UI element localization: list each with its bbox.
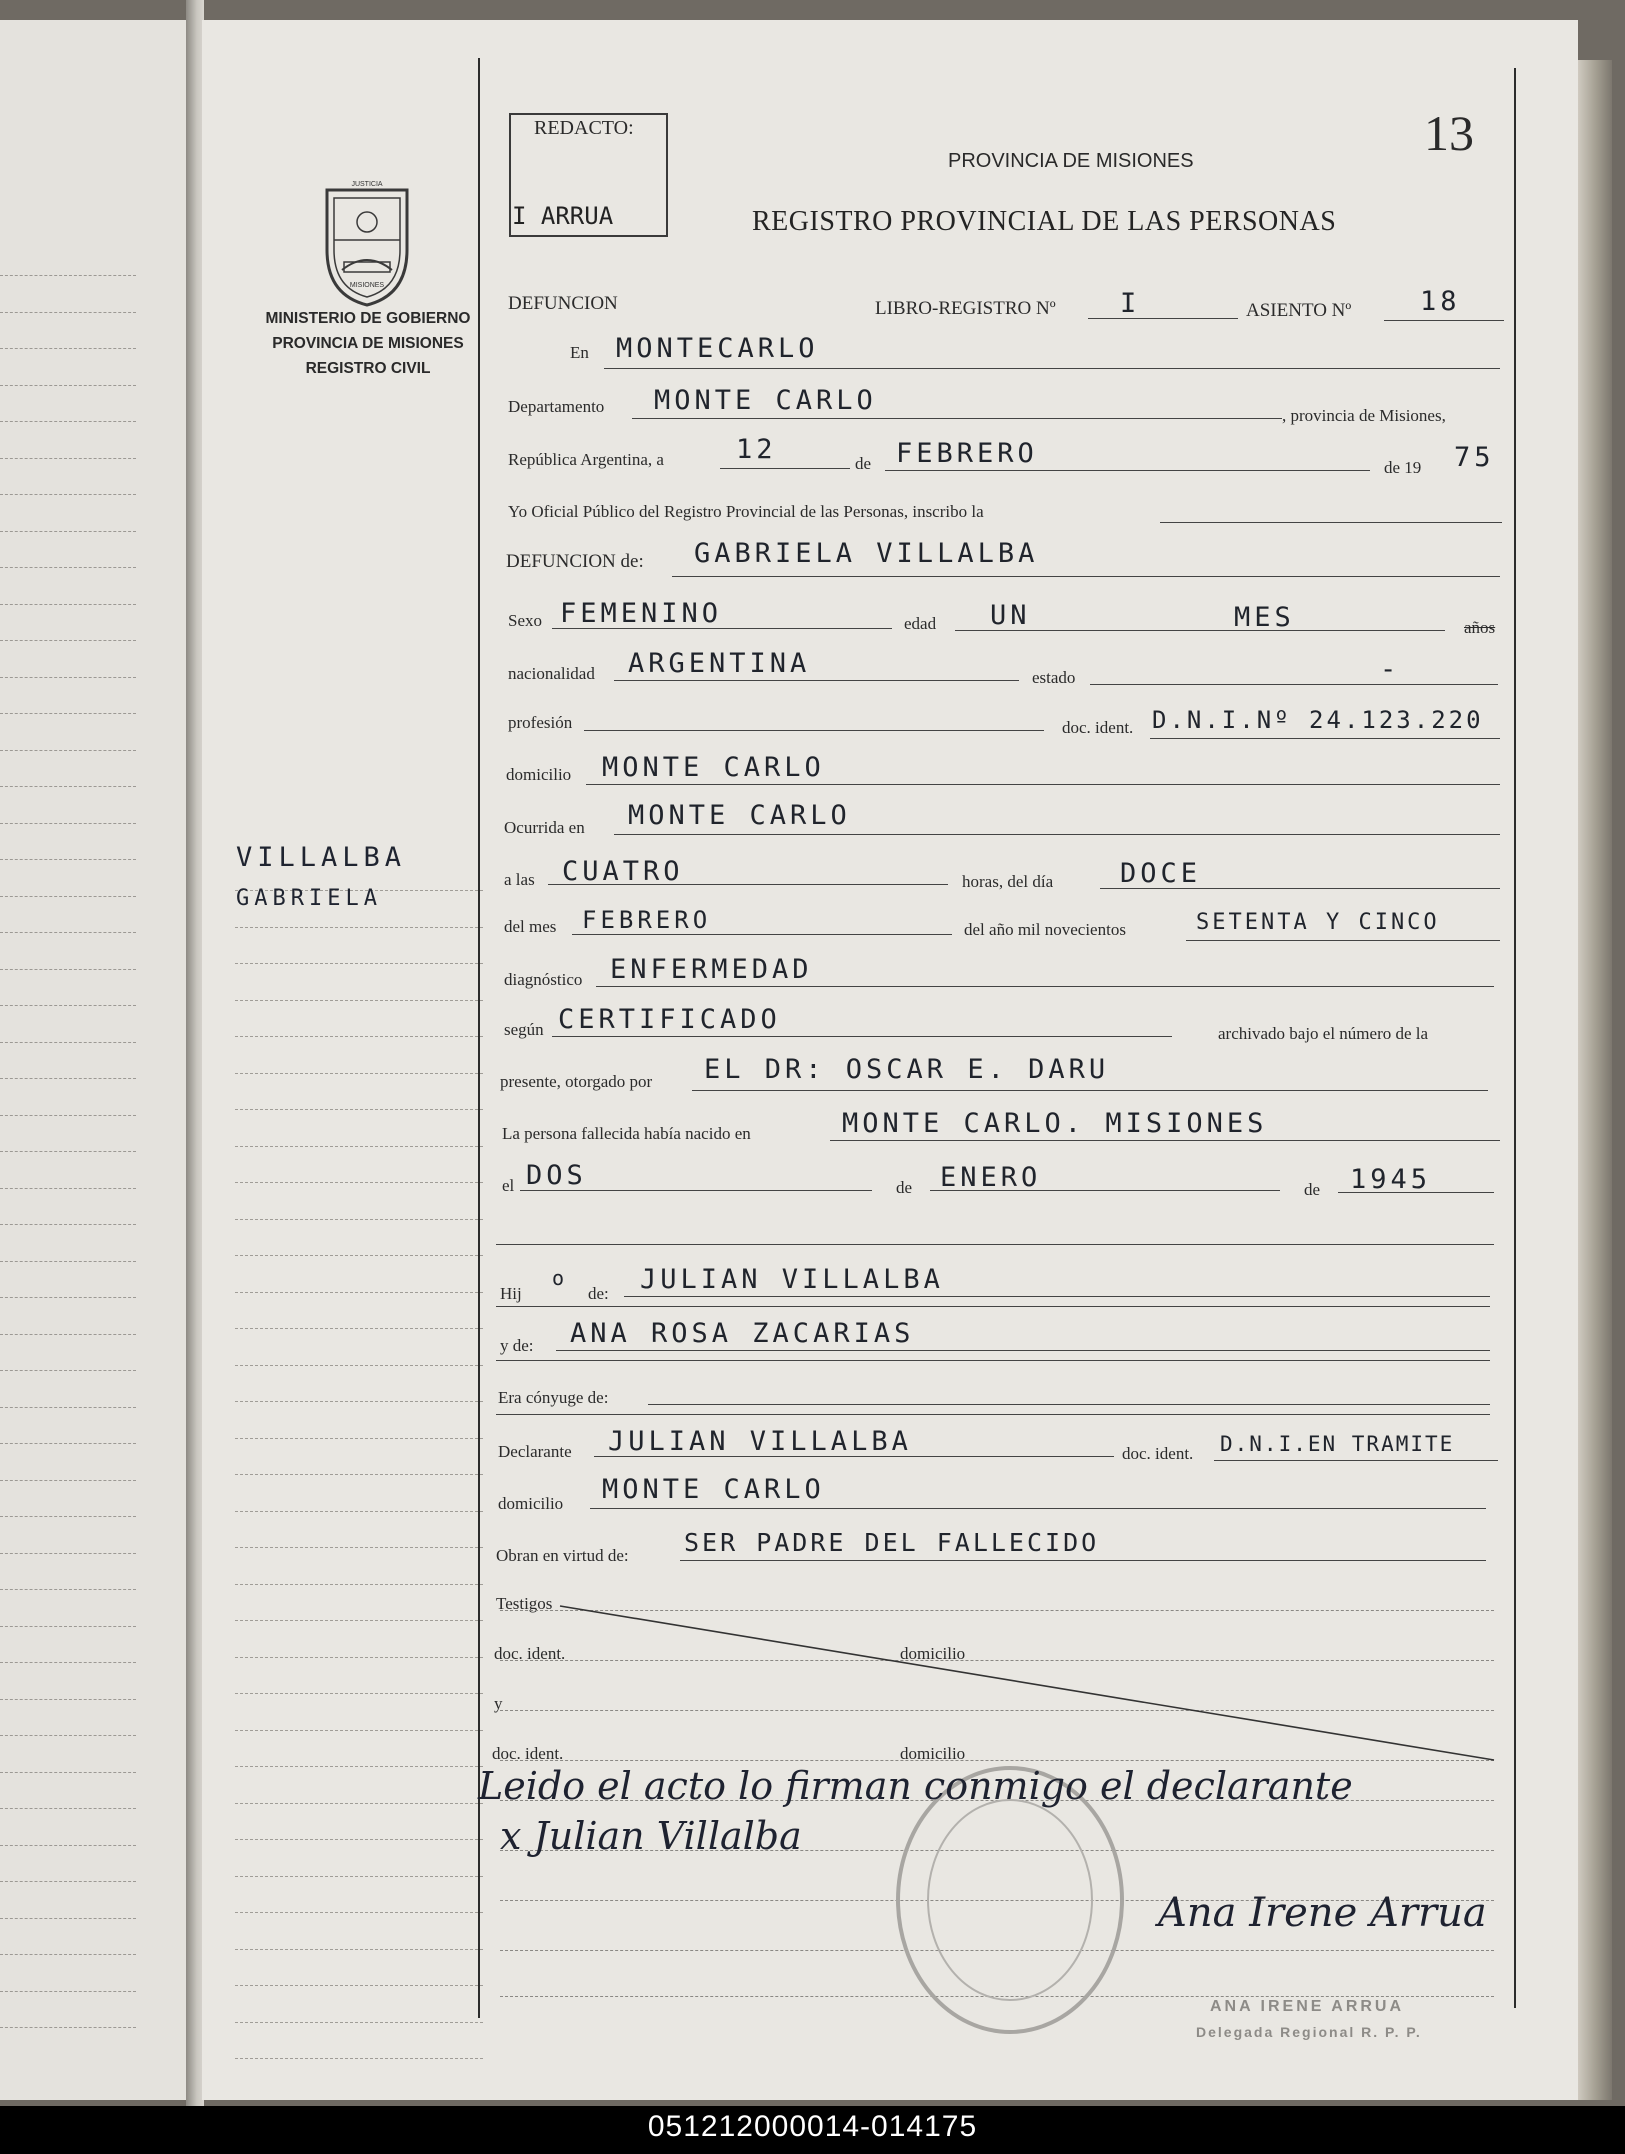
nacionalidad-value: ARGENTINA [628,648,811,679]
asiento-value: 18 [1420,286,1461,317]
departamento-label: Departamento [508,397,605,416]
oficial-text: Yo Oficial Público del Registro Provincial de las Personas, inscribo la [508,502,984,521]
mother-value: ANA ROSA ZACARIAS [570,1318,915,1349]
testigo1-doc-label: doc. ident. [494,1644,566,1663]
del-mes-label: del mes [504,917,557,936]
ministry-line-2: PROVINCIA DE MISIONES [272,335,464,352]
hij-label: Hij [500,1284,522,1303]
segun-value: CERTIFICADO [558,1004,781,1035]
estado-label: estado [1032,668,1076,687]
segun-label: según [504,1020,544,1039]
republica-label: República Argentina, a [508,450,664,469]
ministry-line-1: MINISTERIO DE GOBIERNO [265,310,471,327]
edad-label: edad [904,614,937,633]
declarante-label: Declarante [498,1442,572,1461]
testigos-label: Testigos [496,1594,553,1613]
doc-ident-value: D.N.I.Nº 24.123.220 [1152,706,1484,734]
decl-doc-value: D.N.I.EN TRAMITE [1220,1432,1455,1456]
diagnostico-value: ENFERMEDAD [610,954,813,985]
margin-surname: VILLALBA [236,842,407,873]
mes-value: FEBRERO [582,906,712,934]
seal-top-text: JUSTICIA [351,181,383,188]
ocurrida-label: Ocurrida en [504,818,585,837]
edad-value: UN [990,600,1031,631]
departamento-value: MONTE CARLO [654,385,877,416]
image-caption: 051212000014-014175 [647,2110,978,2143]
ocurrida-value: MONTE CARLO [628,800,851,831]
a-las-label: a las [504,870,535,889]
sexo-label: Sexo [508,611,542,630]
defuncion-de-label: DEFUNCION de: [506,551,644,572]
provincia-label: , provincia de Misiones, [1282,406,1446,425]
horas-label: horas, del día [962,872,1054,891]
presente-label: presente, otorgado por [500,1072,653,1091]
year-value: 75 [1454,442,1495,473]
libro-value: I [1120,288,1141,319]
dia-value: DOCE [1120,858,1202,889]
libro-label: LIBRO-REGISTRO Nº [875,298,1056,319]
seal-bottom-text: MISIONES [349,282,385,289]
month-value: FEBRERO [896,438,1038,469]
ministry-line-3: REGISTRO CIVIL [305,360,431,377]
asiento-label: ASIENTO Nº [1246,300,1352,321]
obran-label: Obran en virtud de: [496,1546,629,1565]
decl-domicilio-label: domicilio [498,1494,564,1513]
day-value: 12 [736,434,777,465]
del-ano-label: del año mil novecientos [964,920,1126,939]
presente-value: EL DR: OSCAR E. DARU [704,1054,1110,1085]
official-title-stamp: Delegada Regional R. P. P. [1196,2024,1422,2040]
hij-de-label: de: [588,1284,609,1303]
domicilio-value: MONTE CARLO [602,752,825,783]
hij-suffix: o [552,1266,569,1290]
birth-de-label: de [896,1178,913,1197]
registry-heading: REGISTRO PROVINCIAL DE LAS PERSONAS [752,206,1337,237]
doc-ident-label: doc. ident. [1062,718,1134,737]
official-signature: Ana Irene Arrua [1158,1890,1487,1936]
year-label: de 19 [1384,458,1422,477]
record-type-label: DEFUNCION [508,293,618,314]
closing-note: Leido el acto lo firman conmigo el declarante [478,1764,1353,1808]
el-label: el [502,1176,515,1195]
declarant-signature: x Julian Villalba [500,1814,802,1858]
de-label: de [855,454,872,473]
estado-value: - [1380,654,1401,685]
birth-year-label: de [1304,1180,1321,1199]
y-de-label: y de: [500,1336,534,1355]
ano-value: SETENTA Y CINCO [1196,910,1440,935]
decl-domicilio-value: MONTE CARLO [602,1474,825,1505]
edad-unit-value: MES [1234,602,1295,633]
province-heading: PROVINCIA DE MISIONES [948,150,1194,172]
father-value: JULIAN VILLALBA [640,1264,944,1295]
nacionalidad-label: nacionalidad [508,664,595,683]
diagnostico-label: diagnóstico [504,970,583,989]
decl-doc-label: doc. ident. [1122,1444,1194,1463]
birth-year-value: 1945 [1350,1164,1432,1195]
nacido-value: MONTE CARLO. MISIONES [842,1108,1268,1139]
margin-given-name: GABRIELA [236,886,382,911]
en-label: En [570,343,589,362]
y-label: y [494,1694,503,1713]
profesion-label: profesión [508,713,573,732]
hora-value: CUATRO [562,856,684,887]
testigo2-doc-label: doc. ident. [492,1744,564,1763]
redacto-label: REDACTO: [534,117,634,139]
archivado-label: archivado bajo el número de la [1218,1024,1429,1043]
page-number: 13 [1424,105,1474,161]
redacto-value: I ARRUA [512,202,614,230]
official-name-stamp: ANA IRENE ARRUA [1210,1998,1405,2015]
testigo1-domicilio-label: domicilio [900,1644,966,1663]
nacido-label: La persona fallecida había nacido en [502,1124,751,1143]
sexo-value: FEMENINO [560,598,723,629]
birth-day-value: DOS [526,1160,587,1191]
obran-value: SER PADRE DEL FALLECIDO [684,1528,1100,1557]
anos-label: años [1464,618,1496,637]
deceased-value: GABRIELA VILLALBA [694,538,1039,569]
en-value: MONTECARLO [616,333,819,364]
domicilio-label: domicilio [506,765,572,784]
testigo2-domicilio-label: domicilio [900,1744,966,1763]
conyuge-label: Era cónyuge de: [498,1388,609,1407]
declarante-value: JULIAN VILLALBA [608,1426,912,1457]
birth-month-value: ENERO [940,1162,1042,1193]
